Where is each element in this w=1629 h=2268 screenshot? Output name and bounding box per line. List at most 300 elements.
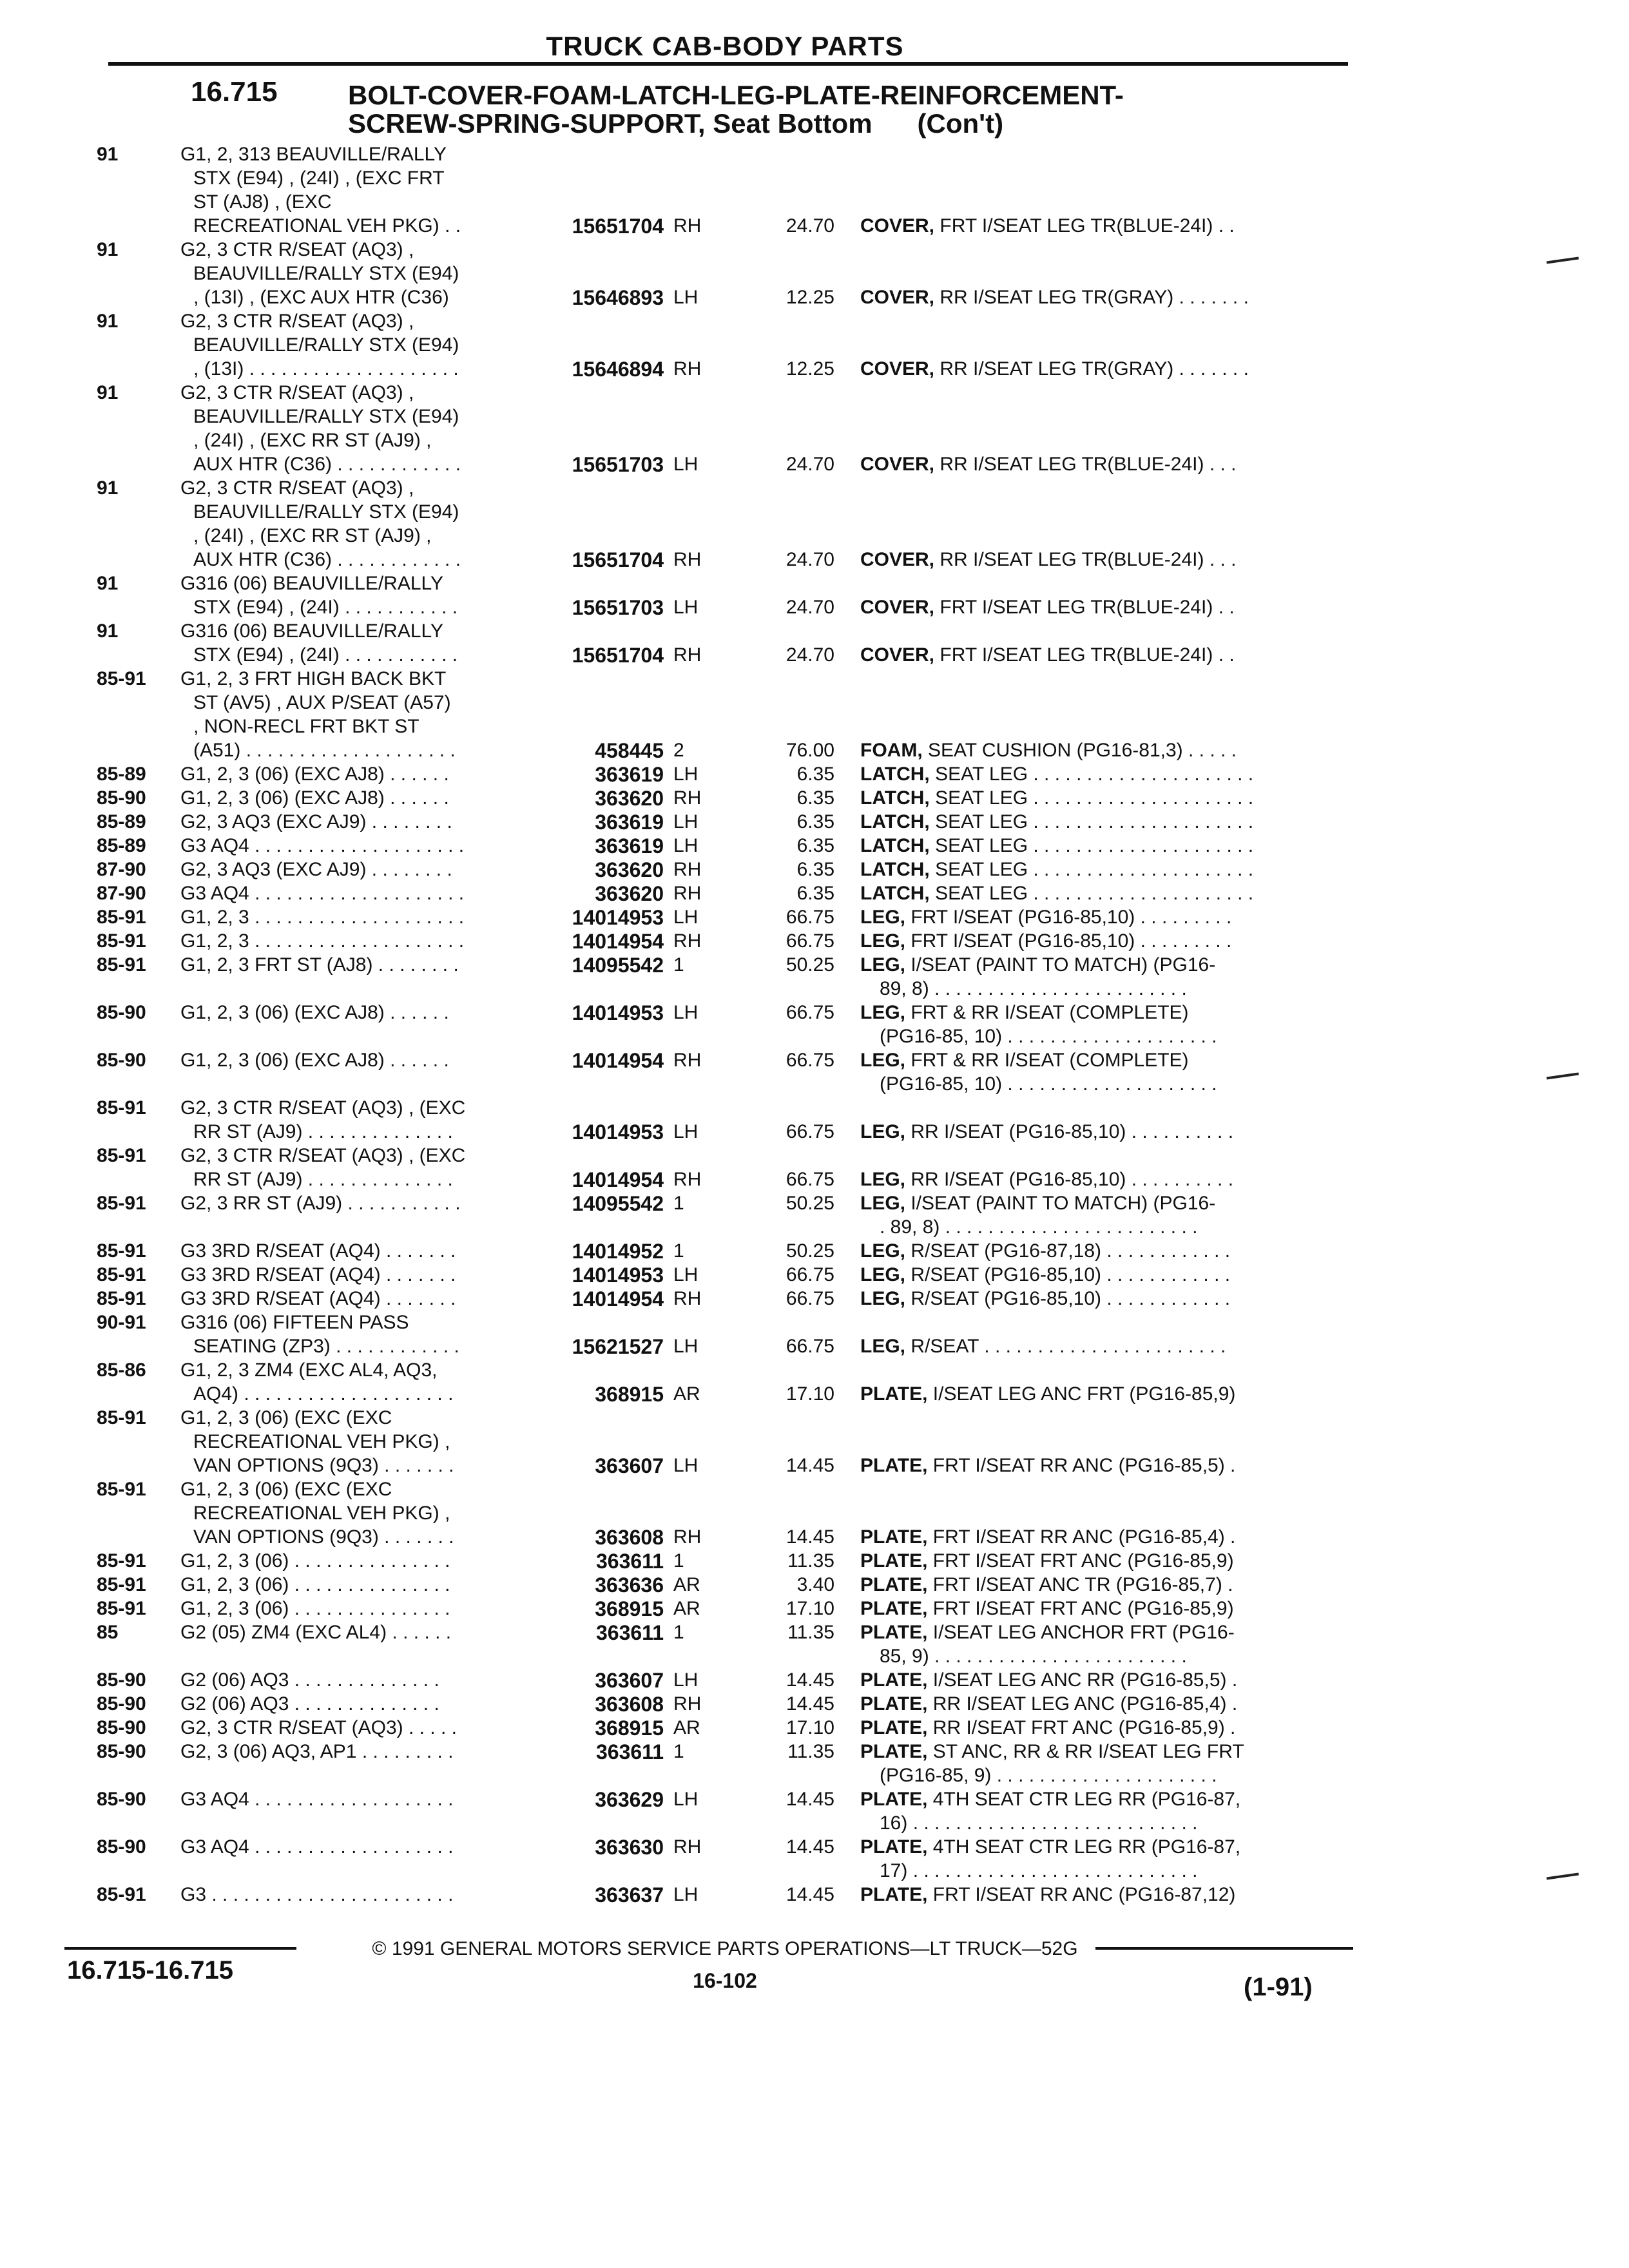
description-line: (PG16-85, 10) . . . . . . . . . . . . . . . . . . . . bbox=[880, 1026, 1217, 1047]
model-years: 85-91 bbox=[97, 1097, 146, 1119]
description: PLATE, FRT I/SEAT RR ANC (PG16-87,12) bbox=[860, 1884, 1236, 1905]
application-line: G1, 2, 3 FRT HIGH BACK BKT bbox=[180, 668, 447, 689]
description-continuation bbox=[0, 1645, 1629, 1668]
price: 6.35 bbox=[796, 787, 834, 809]
entry-row bbox=[0, 143, 1629, 166]
model-years: 85-91 bbox=[97, 1407, 146, 1428]
description: COVER, RR I/SEAT LEG TR(BLUE-24I) . . . bbox=[860, 549, 1237, 570]
model-years: 85-86 bbox=[97, 1360, 146, 1381]
section-title-line2: SCREW-SPRING-SUPPORT, Seat Bottom (Con't) bbox=[348, 108, 1004, 139]
application-line: G2, 3 RR ST (AJ9) . . . . . . . . . . . bbox=[180, 1193, 461, 1214]
section-number: 16.715 bbox=[191, 76, 278, 108]
part-number: 363619 bbox=[595, 811, 664, 834]
application-line: , (24I) , (EXC RR ST (AJ9) , bbox=[193, 525, 432, 546]
quantity: LH bbox=[673, 597, 699, 618]
entry-row-continuation bbox=[0, 191, 1629, 214]
application-line: G1, 2, 3 (06) (EXC (EXC bbox=[180, 1479, 392, 1500]
description-noun: LEG, bbox=[860, 1264, 906, 1285]
quantity: 1 bbox=[673, 1550, 684, 1571]
description-noun: COVER, bbox=[860, 597, 935, 618]
description: PLATE, I/SEAT LEG ANC FRT (PG16-85,9) bbox=[860, 1383, 1236, 1405]
application-line: G2 (06) AQ3 . . . . . . . . . . . . . . bbox=[180, 1693, 439, 1715]
model-years: 85-90 bbox=[97, 1693, 146, 1715]
price: 14.45 bbox=[786, 1669, 834, 1691]
part-number: 15621527 bbox=[572, 1335, 664, 1358]
description: COVER, RR I/SEAT LEG TR(BLUE-24I) . . . bbox=[860, 454, 1237, 475]
model-years: 85-91 bbox=[97, 1264, 146, 1285]
model-years: 85-90 bbox=[97, 1669, 146, 1691]
quantity: LH bbox=[673, 1789, 699, 1810]
price: 17.10 bbox=[786, 1717, 834, 1738]
application-line: STX (E94) , (24I) , (EXC FRT bbox=[193, 168, 445, 189]
price: 24.70 bbox=[786, 454, 834, 475]
quantity: RH bbox=[673, 1288, 702, 1309]
description-line: . 89, 8) . . . . . . . . . . . . . . . . . . . . . . . . bbox=[880, 1216, 1198, 1238]
part-number: 363620 bbox=[595, 787, 664, 810]
application-line: RR ST (AJ9) . . . . . . . . . . . . . . bbox=[193, 1169, 453, 1190]
quantity: RH bbox=[673, 883, 702, 904]
description-noun: LATCH, bbox=[860, 859, 930, 880]
model-years: 91 bbox=[97, 620, 119, 642]
application-line: BEAUVILLE/RALLY STX (E94) bbox=[193, 406, 459, 427]
part-line bbox=[0, 1049, 1629, 1072]
description: PLATE, FRT I/SEAT ANC TR (PG16-85,7) . bbox=[860, 1574, 1233, 1595]
application-line: G3 3RD R/SEAT (AQ4) . . . . . . . bbox=[180, 1240, 456, 1262]
part-line bbox=[0, 787, 1629, 810]
quantity: RH bbox=[673, 358, 702, 380]
model-years: 85-91 bbox=[97, 668, 146, 689]
quantity: RH bbox=[673, 1050, 702, 1071]
description: PLATE, RR I/SEAT FRT ANC (PG16-85,9) . bbox=[860, 1717, 1236, 1738]
description-noun: PLATE, bbox=[860, 1574, 928, 1595]
application-line: G2, 3 CTR R/SEAT (AQ3) , bbox=[180, 311, 414, 332]
quantity: LH bbox=[673, 1884, 699, 1905]
application-line: BEAUVILLE/RALLY STX (E94) bbox=[193, 501, 459, 523]
quantity: LH bbox=[673, 1002, 699, 1023]
quantity: AR bbox=[673, 1598, 700, 1619]
application-line: G2, 3 CTR R/SEAT (AQ3) . . . . . bbox=[180, 1717, 457, 1738]
part-number: 363608 bbox=[595, 1693, 664, 1716]
application-line: RECREATIONAL VEH PKG) , bbox=[193, 1503, 450, 1524]
application-line: AUX HTR (C36) . . . . . . . . . . . . bbox=[193, 549, 461, 570]
model-years: 85-91 bbox=[97, 1884, 146, 1905]
part-number: 14095542 bbox=[572, 1192, 664, 1215]
part-line bbox=[0, 882, 1629, 905]
application-line: SEATING (ZP3) . . . . . . . . . . . . bbox=[193, 1336, 459, 1357]
description: LEG, R/SEAT (PG16-85,10) . . . . . . . . . . . . bbox=[860, 1288, 1231, 1309]
price: 66.75 bbox=[786, 1169, 834, 1190]
section-range: 16.715-16.715 bbox=[67, 1956, 234, 1984]
description-continuation bbox=[0, 977, 1629, 1001]
description: FOAM, SEAT CUSHION (PG16-81,3) . . . . . bbox=[860, 740, 1237, 761]
description-noun: FOAM, bbox=[860, 740, 923, 761]
price: 14.45 bbox=[786, 1693, 834, 1715]
application-line: (A51) . . . . . . . . . . . . . . . . . . . . bbox=[193, 740, 456, 761]
part-line bbox=[0, 739, 1629, 762]
part-line bbox=[0, 1240, 1629, 1263]
part-line bbox=[0, 1836, 1629, 1859]
entry-row-continuation bbox=[0, 334, 1629, 357]
part-number: 363611 bbox=[595, 1621, 664, 1644]
part-number: 14014953 bbox=[572, 906, 664, 929]
part-line bbox=[0, 1693, 1629, 1716]
description-noun: LEG, bbox=[860, 1193, 906, 1214]
price: 50.25 bbox=[786, 1193, 834, 1214]
description-noun: LEG, bbox=[860, 930, 906, 952]
price: 17.10 bbox=[786, 1383, 834, 1405]
application-line: G1, 2, 3 (06) (EXC AJ8) . . . . . . bbox=[180, 764, 449, 785]
quantity: LH bbox=[673, 1455, 699, 1476]
description-noun: PLATE, bbox=[860, 1741, 928, 1762]
price: 14.45 bbox=[786, 1526, 834, 1548]
model-years: 85-90 bbox=[97, 1050, 146, 1071]
quantity: RH bbox=[673, 1169, 702, 1190]
description: LEG, R/SEAT (PG16-85,10) . . . . . . . . . . . . bbox=[860, 1264, 1231, 1285]
part-number: 363607 bbox=[595, 1454, 664, 1477]
application-line: G3 . . . . . . . . . . . . . . . . . . . . . . . bbox=[180, 1884, 454, 1905]
description: LEG, R/SEAT . . . . . . . . . . . . . . . . . . . . . . . bbox=[860, 1336, 1226, 1357]
price: 24.70 bbox=[786, 215, 834, 236]
part-line bbox=[0, 1264, 1629, 1287]
price: 66.75 bbox=[786, 1121, 834, 1142]
page-number: 16-102 bbox=[693, 1969, 757, 1992]
description-noun: LEG, bbox=[860, 907, 906, 928]
part-number: 15646894 bbox=[572, 358, 664, 381]
part-line bbox=[0, 1740, 1629, 1763]
price: 6.35 bbox=[796, 883, 834, 904]
description-continuation bbox=[0, 1860, 1629, 1883]
description-noun: PLATE, bbox=[860, 1789, 928, 1810]
application-line: G2 (06) AQ3 . . . . . . . . . . . . . . bbox=[180, 1669, 439, 1691]
quantity: 1 bbox=[673, 1741, 684, 1762]
entry-row bbox=[0, 477, 1629, 500]
application-line: G1, 2, 3 (06) (EXC AJ8) . . . . . . bbox=[180, 787, 449, 809]
description-noun: COVER, bbox=[860, 358, 935, 380]
description-continuation bbox=[0, 1073, 1629, 1096]
price: 6.35 bbox=[796, 835, 834, 856]
application-line: RECREATIONAL VEH PKG) . . bbox=[193, 215, 461, 236]
part-line bbox=[0, 930, 1629, 953]
application-line: G2, 3 CTR R/SEAT (AQ3) , bbox=[180, 477, 414, 499]
description-noun: LEG, bbox=[860, 1002, 906, 1023]
application-line: G1, 2, 3 . . . . . . . . . . . . . . . . . . . . bbox=[180, 907, 465, 928]
part-number: 14014953 bbox=[572, 1001, 664, 1024]
application-line: RR ST (AJ9) . . . . . . . . . . . . . . bbox=[193, 1121, 453, 1142]
application-line: G2, 3 CTR R/SEAT (AQ3) , bbox=[180, 382, 414, 403]
description-noun: PLATE, bbox=[860, 1383, 928, 1405]
application-line: AQ4) . . . . . . . . . . . . . . . . . . . . bbox=[193, 1383, 454, 1405]
quantity: RH bbox=[673, 1693, 702, 1715]
quantity: 1 bbox=[673, 954, 684, 975]
part-line bbox=[0, 548, 1629, 572]
part-line bbox=[0, 1454, 1629, 1477]
model-years: 85-89 bbox=[97, 835, 146, 856]
description: LEG, RR I/SEAT (PG16-85,10) . . . . . . . . . . bbox=[860, 1169, 1234, 1190]
description: LEG, FRT & RR I/SEAT (COMPLETE) bbox=[860, 1050, 1189, 1071]
model-years: 91 bbox=[97, 144, 119, 165]
application-line: G316 (06) FIFTEEN PASS bbox=[180, 1312, 409, 1333]
application-line: VAN OPTIONS (9Q3) . . . . . . . bbox=[193, 1455, 454, 1476]
description-noun: PLATE, bbox=[860, 1455, 928, 1476]
entry-row bbox=[0, 1097, 1629, 1120]
description: PLATE, FRT I/SEAT RR ANC (PG16-85,5) . bbox=[860, 1455, 1236, 1476]
application-line: G2, 3 CTR R/SEAT (AQ3) , (EXC bbox=[180, 1097, 466, 1119]
price: 12.25 bbox=[786, 287, 834, 308]
quantity: RH bbox=[673, 859, 702, 880]
model-years: 85-91 bbox=[97, 1479, 146, 1500]
price: 12.25 bbox=[786, 358, 834, 380]
entry-row bbox=[0, 381, 1629, 405]
quantity: LH bbox=[673, 1669, 699, 1691]
application-line: G2 (05) ZM4 (EXC AL4) . . . . . . bbox=[180, 1622, 452, 1643]
page-header-title: TRUCK CAB-BODY PARTS bbox=[546, 31, 904, 61]
part-number: 15651703 bbox=[572, 596, 664, 619]
application-line: , (13I) , (EXC AUX HTR (C36) bbox=[193, 287, 449, 308]
part-number: 14095542 bbox=[572, 954, 664, 977]
model-years: 85-89 bbox=[97, 811, 146, 832]
entry-row-continuation bbox=[0, 501, 1629, 524]
application-line: ST (AJ8) , (EXC bbox=[193, 191, 332, 213]
part-number: 458445 bbox=[595, 739, 664, 762]
model-years: 85-90 bbox=[97, 1717, 146, 1738]
part-line bbox=[0, 1120, 1629, 1144]
application-line: , NON-RECL FRT BKT ST bbox=[193, 716, 419, 737]
entry-row bbox=[0, 620, 1629, 643]
price: 24.70 bbox=[786, 644, 834, 666]
description-noun: PLATE, bbox=[860, 1836, 928, 1858]
part-number: 368915 bbox=[595, 1597, 664, 1620]
model-years: 91 bbox=[97, 239, 119, 260]
entry-row bbox=[0, 1311, 1629, 1334]
price: 6.35 bbox=[796, 811, 834, 832]
part-number: 15651704 bbox=[572, 548, 664, 572]
model-years: 85-91 bbox=[97, 907, 146, 928]
model-years: 91 bbox=[97, 311, 119, 332]
price: 24.70 bbox=[786, 549, 834, 570]
description-noun: LATCH, bbox=[860, 835, 930, 856]
application-line: STX (E94) , (24I) . . . . . . . . . . . bbox=[193, 644, 458, 666]
description-noun: COVER, bbox=[860, 549, 935, 570]
quantity: RH bbox=[673, 930, 702, 952]
quantity: RH bbox=[673, 215, 702, 236]
application-line: AUX HTR (C36) . . . . . . . . . . . . bbox=[193, 454, 461, 475]
application-line: G3 AQ4 . . . . . . . . . . . . . . . . . . . bbox=[180, 1789, 454, 1810]
price: 66.75 bbox=[786, 1336, 834, 1357]
quantity: LH bbox=[673, 907, 699, 928]
price: 66.75 bbox=[786, 1050, 834, 1071]
description: PLATE, FRT I/SEAT FRT ANC (PG16-85,9) bbox=[860, 1550, 1234, 1571]
part-number: 15651704 bbox=[572, 215, 664, 238]
model-years: 85-90 bbox=[97, 1002, 146, 1023]
quantity: LH bbox=[673, 454, 699, 475]
description-noun: LEG, bbox=[860, 954, 906, 975]
description: PLATE, FRT I/SEAT FRT ANC (PG16-85,9) bbox=[860, 1598, 1234, 1619]
part-line bbox=[0, 358, 1629, 381]
part-line bbox=[0, 1883, 1629, 1907]
application-line: G1, 2, 3 (06) . . . . . . . . . . . . . . . bbox=[180, 1574, 450, 1595]
price: 11.35 bbox=[787, 1741, 834, 1762]
section-title-line1: BOLT-COVER-FOAM-LATCH-LEG-PLATE-REINFORCEMENT- bbox=[348, 80, 1124, 110]
description-line: (PG16-85, 10) . . . . . . . . . . . . . . . . . . . . bbox=[880, 1073, 1217, 1095]
description-noun: PLATE, bbox=[860, 1884, 928, 1905]
model-years: 91 bbox=[97, 573, 119, 594]
part-number: 15646893 bbox=[572, 286, 664, 309]
description-line: 17) . . . . . . . . . . . . . . . . . . . . . . . . . . . bbox=[880, 1860, 1198, 1881]
description-noun: LEG, bbox=[860, 1336, 906, 1357]
description: PLATE, I/SEAT LEG ANCHOR FRT (PG16- bbox=[860, 1622, 1235, 1643]
application-line: , (24I) , (EXC RR ST (AJ9) , bbox=[193, 430, 432, 451]
part-number: 368915 bbox=[595, 1383, 664, 1406]
application-line: G1, 2, 313 BEAUVILLE/RALLY bbox=[180, 144, 447, 165]
application-line: G1, 2, 3 (06) (EXC AJ8) . . . . . . bbox=[180, 1002, 449, 1023]
model-years: 87-90 bbox=[97, 859, 146, 880]
quantity: LH bbox=[673, 764, 699, 785]
application-line: G316 (06) BEAUVILLE/RALLY bbox=[180, 620, 443, 642]
application-line: , (13I) . . . . . . . . . . . . . . . . . . . . bbox=[193, 358, 459, 380]
description: LEG, FRT I/SEAT (PG16-85,10) . . . . . . . . . bbox=[860, 930, 1232, 952]
model-years: 85-90 bbox=[97, 1741, 146, 1762]
model-years: 91 bbox=[97, 382, 119, 403]
part-line bbox=[0, 453, 1629, 476]
entry-row-continuation bbox=[0, 524, 1629, 548]
application-line: G2, 3 AQ3 (EXC AJ9) . . . . . . . . bbox=[180, 811, 452, 832]
part-line bbox=[0, 906, 1629, 929]
price: 14.45 bbox=[786, 1836, 834, 1858]
model-years: 85-91 bbox=[97, 1598, 146, 1619]
description: PLATE, FRT I/SEAT RR ANC (PG16-85,4) . bbox=[860, 1526, 1236, 1548]
description-noun: LATCH, bbox=[860, 764, 930, 785]
part-number: 363630 bbox=[595, 1836, 664, 1859]
description: LEG, FRT & RR I/SEAT (COMPLETE) bbox=[860, 1002, 1189, 1023]
entry-row-continuation bbox=[0, 715, 1629, 738]
description-noun: LATCH, bbox=[860, 883, 930, 904]
description-noun: LATCH, bbox=[860, 811, 930, 832]
part-number: 14014954 bbox=[572, 930, 664, 953]
model-years: 87-90 bbox=[97, 883, 146, 904]
model-years: 85-91 bbox=[97, 1240, 146, 1262]
part-number: 363636 bbox=[595, 1573, 664, 1597]
part-number: 363619 bbox=[595, 763, 664, 786]
description: PLATE, I/SEAT LEG ANC RR (PG16-85,5) . bbox=[860, 1669, 1238, 1691]
quantity: AR bbox=[673, 1574, 700, 1595]
part-line bbox=[0, 834, 1629, 858]
description: LEG, I/SEAT (PAINT TO MATCH) (PG16- bbox=[860, 954, 1216, 975]
description-noun: COVER, bbox=[860, 644, 935, 666]
description: PLATE, RR I/SEAT LEG ANC (PG16-85,4) . bbox=[860, 1693, 1238, 1715]
part-line bbox=[0, 215, 1629, 238]
part-line bbox=[0, 1550, 1629, 1573]
application-line: VAN OPTIONS (9Q3) . . . . . . . bbox=[193, 1526, 454, 1548]
description: COVER, FRT I/SEAT LEG TR(BLUE-24I) . . bbox=[860, 215, 1235, 236]
description-continuation bbox=[0, 1216, 1629, 1239]
model-years: 85-90 bbox=[97, 1836, 146, 1858]
quantity: LH bbox=[673, 1121, 699, 1142]
model-years: 91 bbox=[97, 477, 119, 499]
model-years: 85-90 bbox=[97, 787, 146, 809]
model-years: 90-91 bbox=[97, 1312, 146, 1333]
description: COVER, FRT I/SEAT LEG TR(BLUE-24I) . . bbox=[860, 597, 1235, 618]
part-number: 363608 bbox=[595, 1526, 664, 1549]
part-line bbox=[0, 1597, 1629, 1620]
quantity: 2 bbox=[673, 740, 684, 761]
entry-row bbox=[0, 1144, 1629, 1168]
quantity: LH bbox=[673, 835, 699, 856]
quantity: RH bbox=[673, 1526, 702, 1548]
part-line bbox=[0, 1335, 1629, 1358]
application-line: G2, 3 CTR R/SEAT (AQ3) , (EXC bbox=[180, 1145, 466, 1166]
description: LATCH, SEAT LEG . . . . . . . . . . . . . . . . . . . . . bbox=[860, 787, 1254, 809]
quantity: LH bbox=[673, 1336, 699, 1357]
application-line: G1, 2, 3 (06) . . . . . . . . . . . . . . . bbox=[180, 1598, 450, 1619]
model-years: 85-91 bbox=[97, 1574, 146, 1595]
application-line: ST (AV5) , AUX P/SEAT (A57) bbox=[193, 692, 451, 713]
description-noun: COVER, bbox=[860, 454, 935, 475]
application-line: G3 AQ4 . . . . . . . . . . . . . . . . . . . bbox=[180, 1836, 454, 1858]
description: LEG, I/SEAT (PAINT TO MATCH) (PG16- bbox=[860, 1193, 1216, 1214]
part-number: 363637 bbox=[595, 1883, 664, 1907]
entry-row-continuation bbox=[0, 405, 1629, 428]
part-line bbox=[0, 1526, 1629, 1549]
part-line bbox=[0, 954, 1629, 977]
application-line: G1, 2, 3 (06) . . . . . . . . . . . . . . . bbox=[180, 1550, 450, 1571]
price: 17.10 bbox=[786, 1598, 834, 1619]
quantity: RH bbox=[673, 644, 702, 666]
quantity: AR bbox=[673, 1383, 700, 1405]
part-line bbox=[0, 1669, 1629, 1692]
description: LEG, R/SEAT (PG16-87,18) . . . . . . . . . . . . bbox=[860, 1240, 1231, 1262]
price: 66.75 bbox=[786, 1264, 834, 1285]
description-line: 89, 8) . . . . . . . . . . . . . . . . . . . . . . . . bbox=[880, 978, 1187, 999]
description-noun: COVER, bbox=[860, 287, 935, 308]
description-noun: PLATE, bbox=[860, 1693, 928, 1715]
description: LATCH, SEAT LEG . . . . . . . . . . . . . . . . . . . . . bbox=[860, 859, 1254, 880]
price: 66.75 bbox=[786, 907, 834, 928]
price: 11.35 bbox=[787, 1622, 834, 1643]
part-line bbox=[0, 858, 1629, 881]
description-continuation bbox=[0, 1764, 1629, 1787]
application-line: BEAUVILLE/RALLY STX (E94) bbox=[193, 263, 459, 284]
description-noun: PLATE, bbox=[860, 1550, 928, 1571]
application-line: G1, 2, 3 ZM4 (EXC AL4, AQ3, bbox=[180, 1360, 438, 1381]
quantity: 1 bbox=[673, 1240, 684, 1262]
description-noun: LEG, bbox=[860, 1240, 906, 1262]
entry-row-continuation bbox=[0, 1430, 1629, 1454]
entry-row-continuation bbox=[0, 691, 1629, 715]
part-number: 15651703 bbox=[572, 453, 664, 476]
description-noun: PLATE, bbox=[860, 1669, 928, 1691]
price: 66.75 bbox=[786, 1288, 834, 1309]
price: 76.00 bbox=[786, 740, 834, 761]
part-line bbox=[0, 1621, 1629, 1644]
application-line: G2, 3 CTR R/SEAT (AQ3) , bbox=[180, 239, 414, 260]
description-line: (PG16-85, 9) . . . . . . . . . . . . . . . . . . . . . bbox=[880, 1765, 1217, 1786]
application-line: G3 AQ4 . . . . . . . . . . . . . . . . . . . . bbox=[180, 835, 465, 856]
part-number: 363607 bbox=[595, 1669, 664, 1692]
description-noun: LEG, bbox=[860, 1288, 906, 1309]
description-continuation bbox=[0, 1025, 1629, 1048]
part-number: 363611 bbox=[595, 1740, 664, 1763]
price: 24.70 bbox=[786, 597, 834, 618]
description-noun: LEG, bbox=[860, 1169, 906, 1190]
part-number: 363629 bbox=[595, 1788, 664, 1811]
model-years: 85-91 bbox=[97, 954, 146, 975]
description: PLATE, 4TH SEAT CTR LEG RR (PG16-87, bbox=[860, 1836, 1241, 1858]
quantity: 1 bbox=[673, 1622, 684, 1643]
description: PLATE, ST ANC, RR & RR I/SEAT LEG FRT bbox=[860, 1741, 1244, 1762]
part-number: 363619 bbox=[595, 834, 664, 858]
quantity: RH bbox=[673, 549, 702, 570]
price: 14.45 bbox=[786, 1884, 834, 1905]
